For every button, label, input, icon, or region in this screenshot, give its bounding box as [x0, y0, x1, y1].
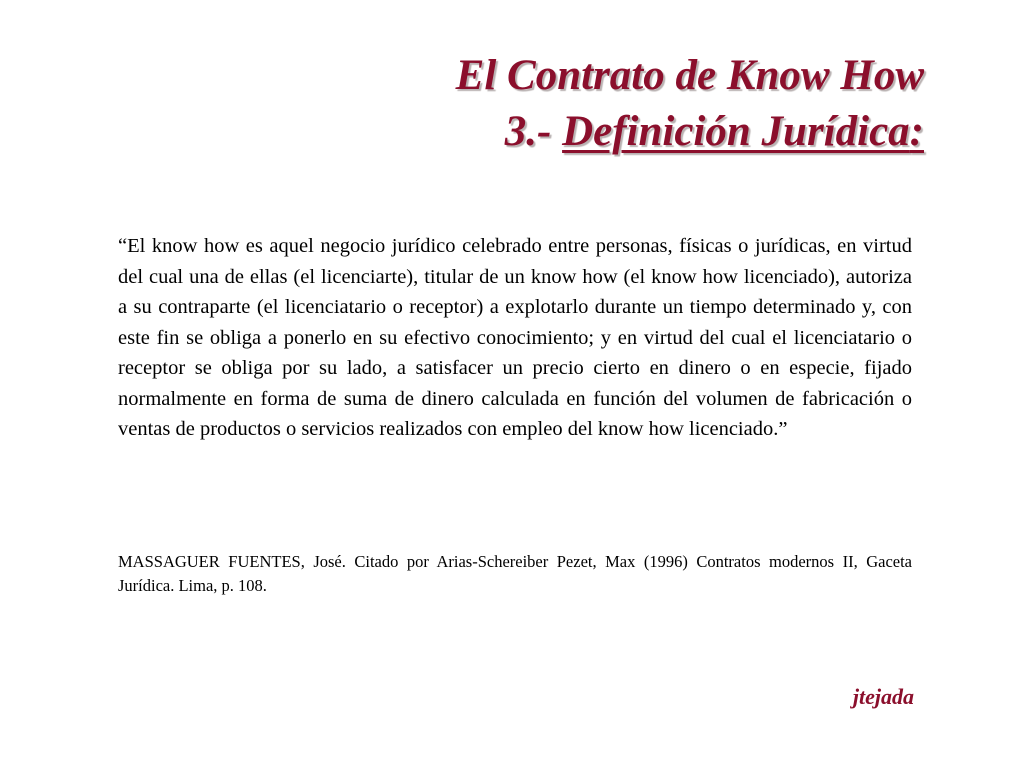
- title-colon: :: [909, 108, 924, 155]
- definition-quote: “El know how es aquel negocio jurídico celebrado entre personas, físicas o jurídicas, en virtud del cual una de ellas (el licenciarte), titular de un know how (el know how licenciado), autoriza a su contraparte (el licenciatario o receptor) a explotarlo durante un tiempo determinado y, con este fin se obliga a ponerlo en su efectivo conocimiento; y en virtud del cual el licenciatario o receptor se obliga por su lado, a satisfacer un precio cierto en dinero o en especie, fijado normalmente en forma de suma de dinero calculada en función del volumen de fabricación o ventas de productos o servicios realizados con empleo del know how licenciado.”: [118, 235, 912, 440]
- title-number: 3.-: [504, 108, 563, 155]
- citation: MASSAGUER FUENTES, José. Citado por Arias-Schereiber Pezet, Max (1996) Contratos modernos II, Gaceta Jurídica. Lima, p. 108.: [118, 552, 912, 595]
- title-line-2: [456, 104, 924, 160]
- title-line-1: El Contrato de Know How: [455, 52, 924, 99]
- slide-title: [456, 48, 924, 160]
- title-subtitle: Definición Jurídica: [562, 108, 910, 155]
- author-signature: jtejada: [852, 684, 914, 709]
